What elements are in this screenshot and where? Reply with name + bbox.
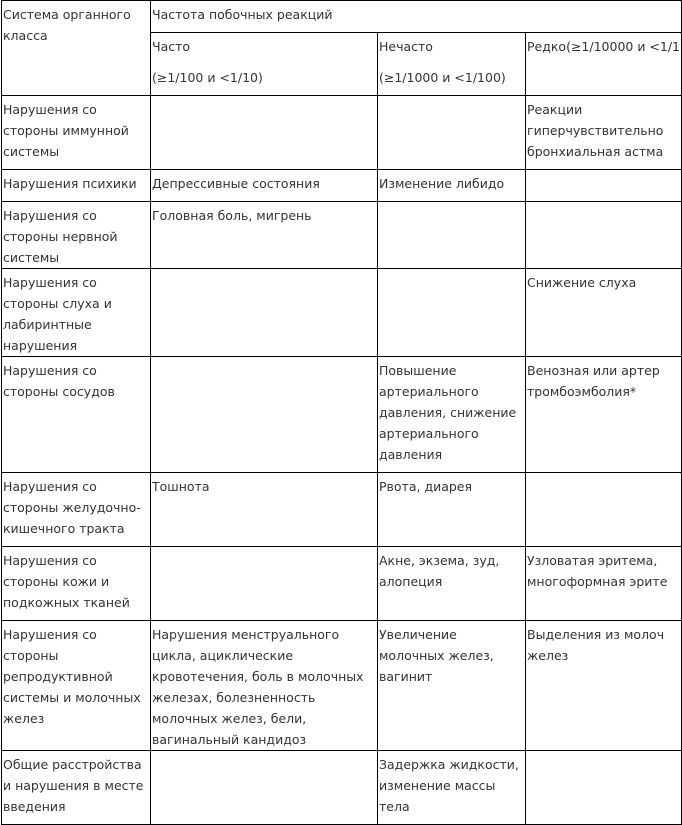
table-row	[2, 357, 682, 473]
rare-cell: Венозная или артер тромбоэмболия*	[526, 357, 682, 473]
table-row	[2, 473, 682, 547]
organ-cell: Нарушения со стороны иммунной системы	[2, 96, 151, 170]
uncommon-cell: Повышение артериального давления, снижение артериального давления	[378, 357, 526, 473]
organ-cell: Нарушения со стороны слуха и лабиринтные нарушения	[2, 269, 151, 357]
rare-cell: Узловатая эритема, многоформная эрите	[526, 547, 682, 621]
rare-cell: Снижение слуха	[526, 269, 682, 357]
uncommon-cell	[378, 269, 526, 357]
uncommon-cell: Акне, экзема, зуд, алопеция	[378, 547, 526, 621]
header-frequency: Частота побочных реакций	[151, 1, 682, 33]
table-row	[2, 170, 682, 202]
often-cell: Головная боль, мигрень	[151, 202, 378, 269]
rare-cell	[526, 473, 682, 547]
organ-cell: Общие расстройства и нарушения в месте введения	[2, 751, 151, 825]
often-cell	[151, 547, 378, 621]
organ-cell: Нарушения со стороны кожи и подкожных тканей	[2, 547, 151, 621]
uncommon-cell	[378, 202, 526, 269]
adverse-reactions-table	[1, 0, 682, 825]
uncommon-cell: Увеличение молочных желез, вагинит	[378, 621, 526, 751]
often-cell	[151, 357, 378, 473]
header-organ-class: Система органного класса	[2, 1, 151, 96]
table-row	[2, 751, 682, 825]
organ-cell: Нарушения со стороны репродуктивной системы и молочных желез	[2, 621, 151, 751]
often-cell	[151, 751, 378, 825]
table-row	[2, 202, 682, 269]
rare-cell: Выделения из молоч желез	[526, 621, 682, 751]
adverse-reactions-table-wrapper	[1, 0, 681, 825]
table-row	[2, 621, 682, 751]
organ-cell: Нарушения со стороны желудочно-кишечного тракта	[2, 473, 151, 547]
often-cell	[151, 269, 378, 357]
often-cell: Нарушения менструального цикла, ациклические кровотечения, боль в молочных железах, болезненность молочных желез, бели, вагинальный кандидоз	[151, 621, 378, 751]
organ-cell: Нарушения со стороны нервной системы	[2, 202, 151, 269]
table-row	[2, 547, 682, 621]
uncommon-cell: Задержка жидкости, изменение массы тела	[378, 751, 526, 825]
header-often: Часто (≥1/100 и <1/10)	[151, 33, 378, 96]
table-row	[2, 269, 682, 357]
header-uncommon: Нечасто (≥1/1000 и <1/100)	[378, 33, 526, 96]
table-row	[2, 96, 682, 170]
uncommon-cell: Рвота, диарея	[378, 473, 526, 547]
often-cell: Депрессивные состояния	[151, 170, 378, 202]
often-cell	[151, 96, 378, 170]
header-row-top	[2, 1, 682, 33]
rare-cell	[526, 202, 682, 269]
header-rare: Редко(≥1/10000 и <1/1	[526, 33, 682, 96]
rare-cell	[526, 751, 682, 825]
rare-cell: Реакции гиперчувствительно бронхиальная астма	[526, 96, 682, 170]
uncommon-cell: Изменение либидо	[378, 170, 526, 202]
often-cell: Тошнота	[151, 473, 378, 547]
organ-cell: Нарушения психики	[2, 170, 151, 202]
organ-cell: Нарушения со стороны сосудов	[2, 357, 151, 473]
uncommon-cell	[378, 96, 526, 170]
rare-cell	[526, 170, 682, 202]
